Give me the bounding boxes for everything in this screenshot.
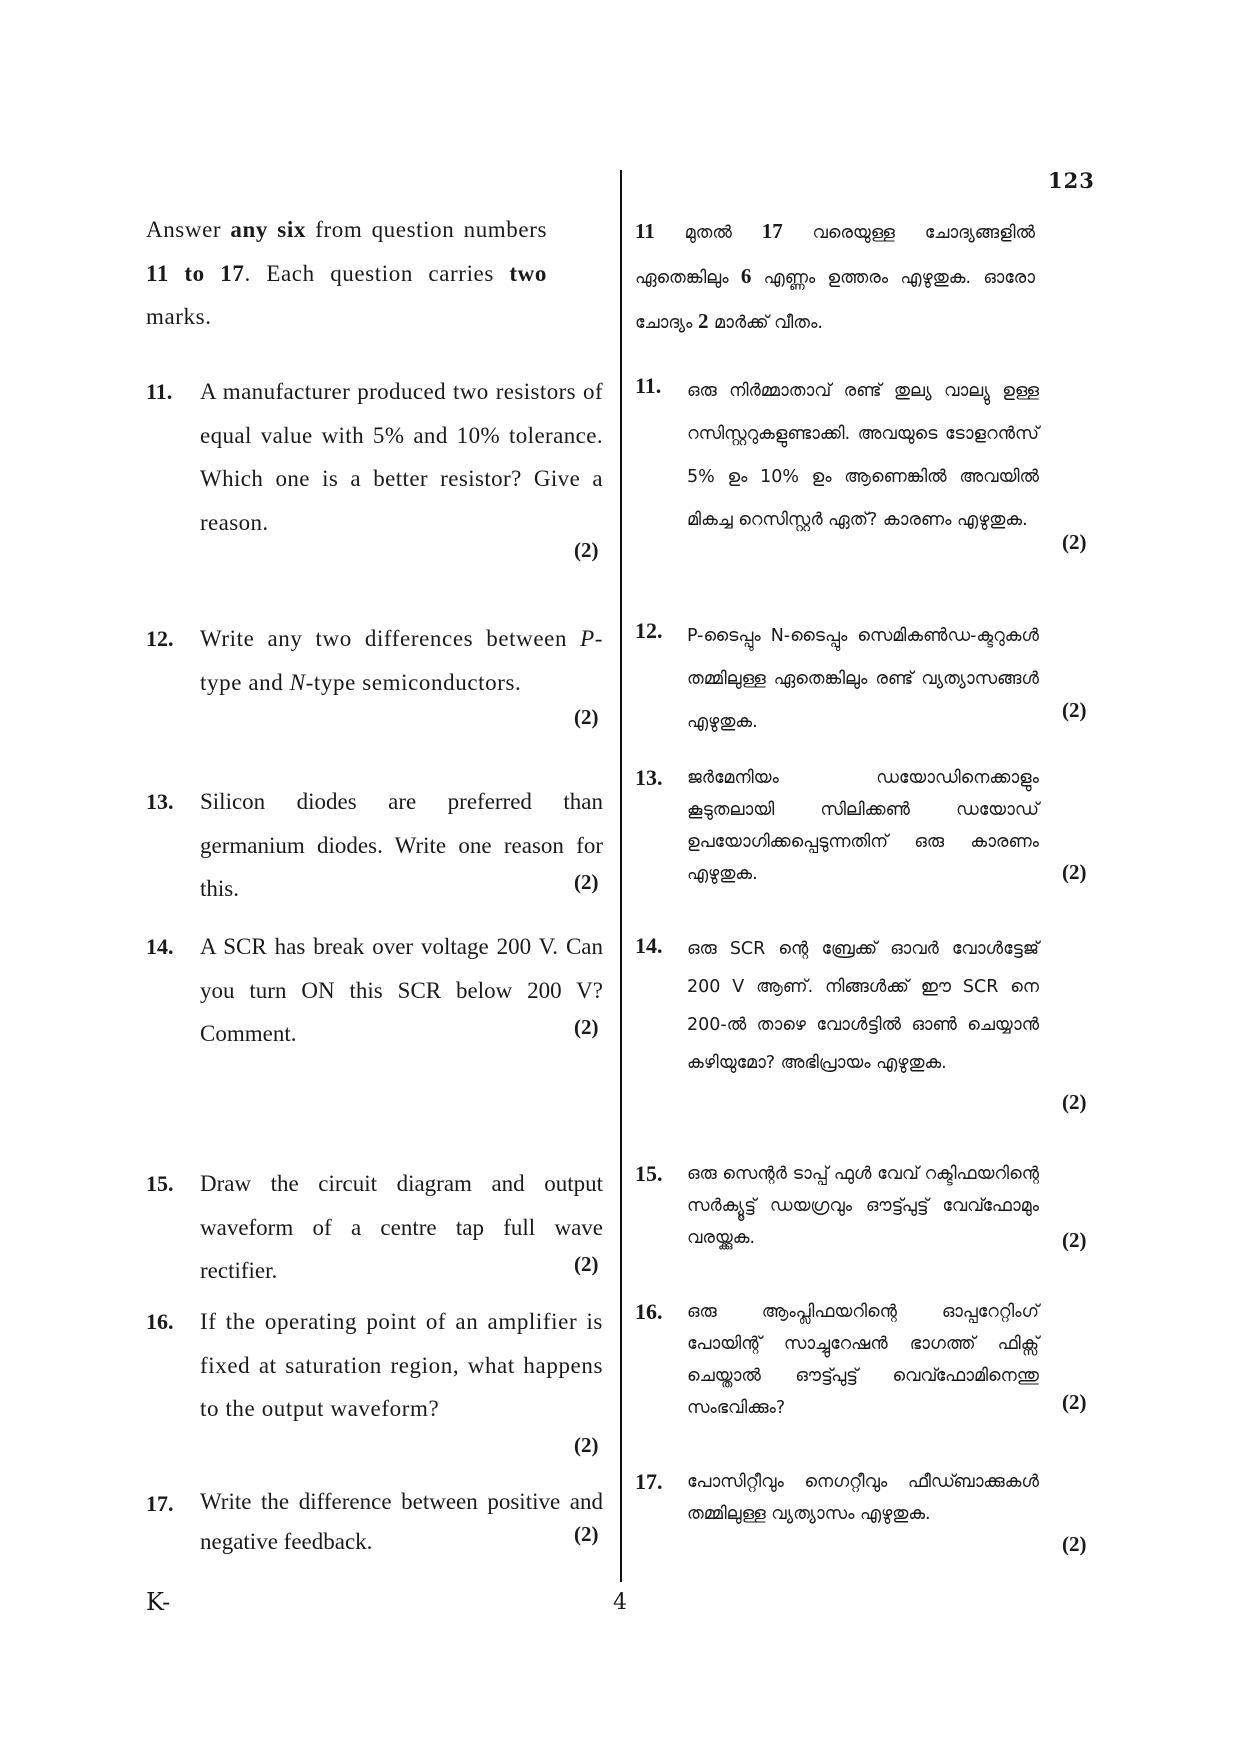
question-number: 17.	[146, 1491, 174, 1516]
question-text: Write the difference between positive and negative feedback.	[200, 1489, 603, 1554]
question-text: പോസിറ്റീവും നെഗറ്റീവും ഫീഡ്ബാക്കുകൾ തമ്മിലുള്ള വ്യത്യാസം എഴുതുക.	[687, 1472, 1039, 1524]
footer-page-number: 4	[613, 1590, 627, 1615]
malayalam-instructions: 11 മുതൽ 17 വരെയുള്ള ചോദ്യങ്ങളിൽ ഏതെങ്കിലും 6 എണ്ണം ഉത്തരം എഴുതുക. ഓരോ ചോദ്യം 2 മാർക്ക് വീതം.	[635, 219, 1035, 333]
question-text: A manufacturer produced two resistors of equal value with 5% and 10% tolerance. Which one is a better resistor? Give a reason.	[200, 379, 603, 535]
marks-ml-16: (2)	[1062, 1390, 1087, 1414]
english-instructions: Answer any six from question numbers 11 to 17. Each question carries two marks.	[146, 217, 547, 329]
marks-ml-13: (2)	[1062, 860, 1087, 884]
question-text: ഒരു ആംപ്ലിഫയറിന്റെ ഓപ്പറേറ്റിംഗ് പോയിന്റ് സാച്ചുറേഷൻ ഭാഗത്ത് ഫിക്സ് ചെയ്താൽ ഔട്ട്പുട്ട് വെവ്ഫോമിനെന്തു സംഭവിക്കും?	[687, 1302, 1039, 1418]
column-divider	[620, 170, 622, 1582]
question-number: 17.	[635, 1469, 663, 1494]
marks-ml-12: (2)	[1062, 698, 1087, 722]
page-code: 123	[1048, 168, 1095, 193]
question-number: 12.	[635, 618, 663, 643]
question-text: ജർമേനിയം ഡയോഡിനെക്കാളും കൂടുതലായി സിലിക്കൺ ഡയോഡ് ഉപയോഗിക്കപ്പെടുന്നതിന് ഒരു കാരണം എഴുതുക.	[687, 768, 1039, 884]
question-number: 11.	[146, 379, 173, 404]
question-number: 14.	[146, 934, 174, 959]
question-text: A SCR has break over voltage 200 V. Can you turn ON this SCR below 200 V? Comment.	[200, 934, 603, 1046]
question-text: P-ടൈപ്പും N-ടൈപ്പും സെമികൺഡ-ക്ടറുകൾ തമ്മിലുള്ള ഏതെങ്കിലും രണ്ട് വ്യത്യാസങ്ങൾ എഴുതുക.	[687, 626, 1039, 732]
question-text: Silicon diodes are preferred than germanium diodes. Write one reason for this.	[200, 789, 603, 901]
question-number: 16.	[635, 1299, 663, 1324]
question-number: 15.	[146, 1171, 174, 1196]
question-text: Write any two differences between P-type and N-type semiconductors.	[200, 626, 603, 695]
marks-en-11: (2)	[574, 538, 599, 562]
question-number: 15.	[635, 1161, 663, 1186]
question-number: 11.	[635, 373, 662, 398]
marks-ml-15: (2)	[1062, 1228, 1087, 1252]
marks-ml-14: (2)	[1062, 1090, 1087, 1114]
marks-en-16: (2)	[574, 1433, 599, 1457]
question-number: 13.	[635, 765, 663, 790]
question-text: If the operating point of an amplifier is fixed at saturation region, what happens to the output waveform?	[200, 1309, 603, 1421]
question-number: 14.	[635, 933, 663, 958]
marks-ml-11: (2)	[1062, 530, 1087, 554]
footer-code: K-	[146, 1588, 171, 1616]
marks-en-15: (2)	[574, 1252, 599, 1276]
question-text: Draw the circuit diagram and output waveform of a centre tap full wave rectifier.	[200, 1171, 603, 1283]
marks-en-12: (2)	[574, 705, 599, 729]
question-number: 12.	[146, 626, 174, 651]
question-number: 13.	[146, 789, 174, 814]
question-text: ഒരു നിർമ്മാതാവ് രണ്ട് തുല്യ വാല്യു ഉള്ള റസിസ്റ്ററുകളുണ്ടാക്കി. അവയുടെ ടോളറൻസ് 5% ഉം 10% ഉം ആണെങ്കിൽ അവയിൽ മികച്ച റെസിസ്റ്റർ ഏത്? കാരണം എഴുതുക.	[687, 381, 1039, 530]
marks-en-17: (2)	[574, 1522, 599, 1546]
question-number: 16.	[146, 1309, 174, 1334]
question-text: ഒരു SCR ന്റെ ബ്രേക്ക് ഓവർ വോൾട്ടേജ് 200 V ആണ്. നിങ്ങൾക്ക് ഈ SCR നെ 200-ൽ താഴെ വോൾട്ടിൽ ഓൺ ചെയ്യാൻ കഴിയുമോ? അഭിപ്രായം എഴുതുക.	[687, 939, 1039, 1073]
marks-en-14: (2)	[574, 1015, 599, 1039]
marks-ml-17: (2)	[1062, 1532, 1087, 1556]
question-text: ഒരു സെന്റർ ടാപ്പ് ഫുൾ വേവ് റക്ടിഫയറിന്റെ സർക്യൂട്ട് ഡയഗ്രവും ഔട്ട്പുട്ട് വേവ്ഫോമും വരയ്ക്കുക.	[687, 1164, 1039, 1248]
marks-en-13: (2)	[574, 870, 599, 894]
